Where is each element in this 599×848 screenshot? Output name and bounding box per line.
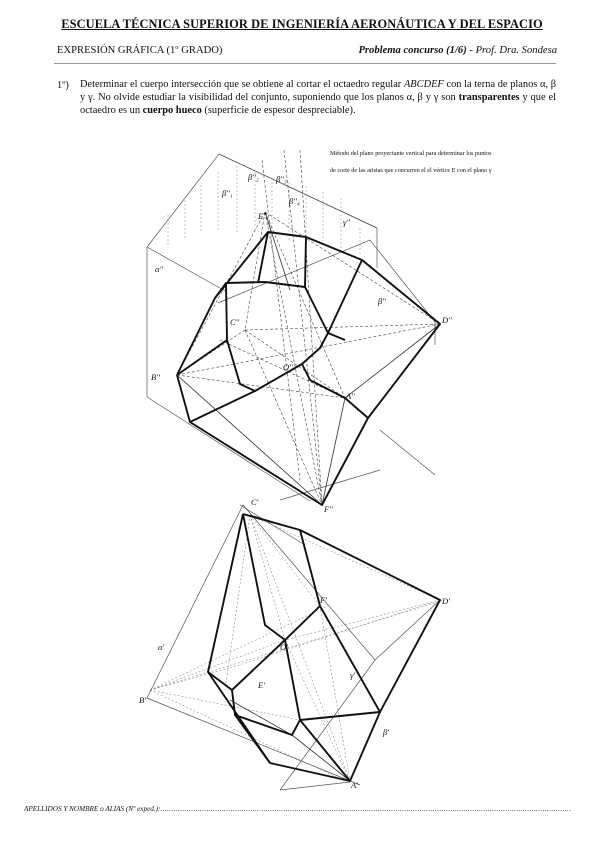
statement-transparent: transparentes — [458, 91, 520, 103]
label-A-plan: A' — [351, 780, 359, 790]
statement-part-1: Determinar el cuerpo intersección que se obtiene al cortar el octaedro regular — [80, 79, 402, 90]
label-E-elevation: E'' — [258, 211, 267, 221]
label-beta4-elevation: β''₄ — [289, 196, 300, 206]
elevation-view — [147, 150, 452, 514]
footer-dots: ........................................................................................................................................................................................... — [160, 805, 572, 813]
school-title: ESCUELA TÉCNICA SUPERIOR DE INGENIERÍA AERONÁUTICA Y DEL ESPACIO — [61, 17, 543, 31]
plan-construction-rays — [150, 515, 445, 781]
elevation-intersection-body — [177, 232, 440, 505]
label-O-elevation: O'' — [283, 362, 293, 372]
label-F-plan: F' — [320, 595, 328, 605]
elevation-hidden-lines — [177, 150, 440, 505]
label-beta-elevation: β'' — [378, 296, 386, 306]
method-note-line-1: Método del plano proyectante vertical para determinar los puntos — [330, 150, 492, 157]
label-E-plan: E' — [258, 680, 266, 690]
plan-view — [139, 497, 450, 790]
statement-number: 1º) — [57, 80, 69, 91]
subject-label: EXPRESIÓN GRÁFICA (1º GRADO) — [57, 45, 223, 56]
label-D-elevation: D'' — [442, 315, 452, 325]
problem-title: Problema concurso (1/6) — [358, 45, 467, 56]
statement-hollow-body: cuerpo hueco — [142, 104, 202, 116]
label-B-plan: B' — [139, 695, 147, 705]
label-B-elevation: B'' — [151, 372, 160, 382]
statement-part-7: (superficie de espesor despreciable). — [204, 104, 356, 116]
plane-alpha-elevation — [147, 154, 377, 501]
label-beta1-elevation: β''₁ — [222, 188, 233, 198]
plan-intersection-body — [208, 514, 440, 781]
label-alpha-plan: α' — [158, 642, 165, 652]
label-beta3-elevation: β''₃ — [276, 174, 287, 184]
label-C-elevation: C'' — [230, 317, 240, 327]
label-beta2-elevation: β''₂ — [248, 172, 259, 182]
statement-part-5: y que el octaedro es un — [80, 91, 556, 116]
plan-planes — [147, 505, 440, 790]
author: - Prof. Dra. Sondesa — [469, 45, 557, 56]
plane-gamma-elevation — [219, 154, 377, 268]
label-O-plan: O' — [280, 642, 288, 652]
footer-name-field[interactable] — [24, 805, 571, 813]
label-beta-plan: β' — [383, 727, 390, 737]
label-F-elevation: F'' — [324, 504, 333, 514]
footer-label: APELLIDOS Y NOMBRE o ALIAS (Nº exped.): — [24, 805, 161, 813]
label-alpha-elevation: α'' — [155, 264, 164, 274]
method-note-line-2: de corte de las aristas que concurren el el vértice E con el plano γ — [330, 167, 492, 174]
statement-octahedron-name: ABCDEF — [403, 79, 444, 90]
statement-part-3: con la terna de planos α, β y γ. No olvide estudiar la visibilidad del conjunto, suponiendo que los planos α, β y γ son — [80, 79, 556, 103]
label-gamma-elevation: γ'' — [343, 217, 350, 227]
label-C-plan: C' — [251, 497, 259, 507]
label-gamma-plan: γ' — [350, 670, 356, 680]
label-A-elevation: A'' — [346, 391, 355, 401]
label-D-plan: D' — [442, 596, 450, 606]
